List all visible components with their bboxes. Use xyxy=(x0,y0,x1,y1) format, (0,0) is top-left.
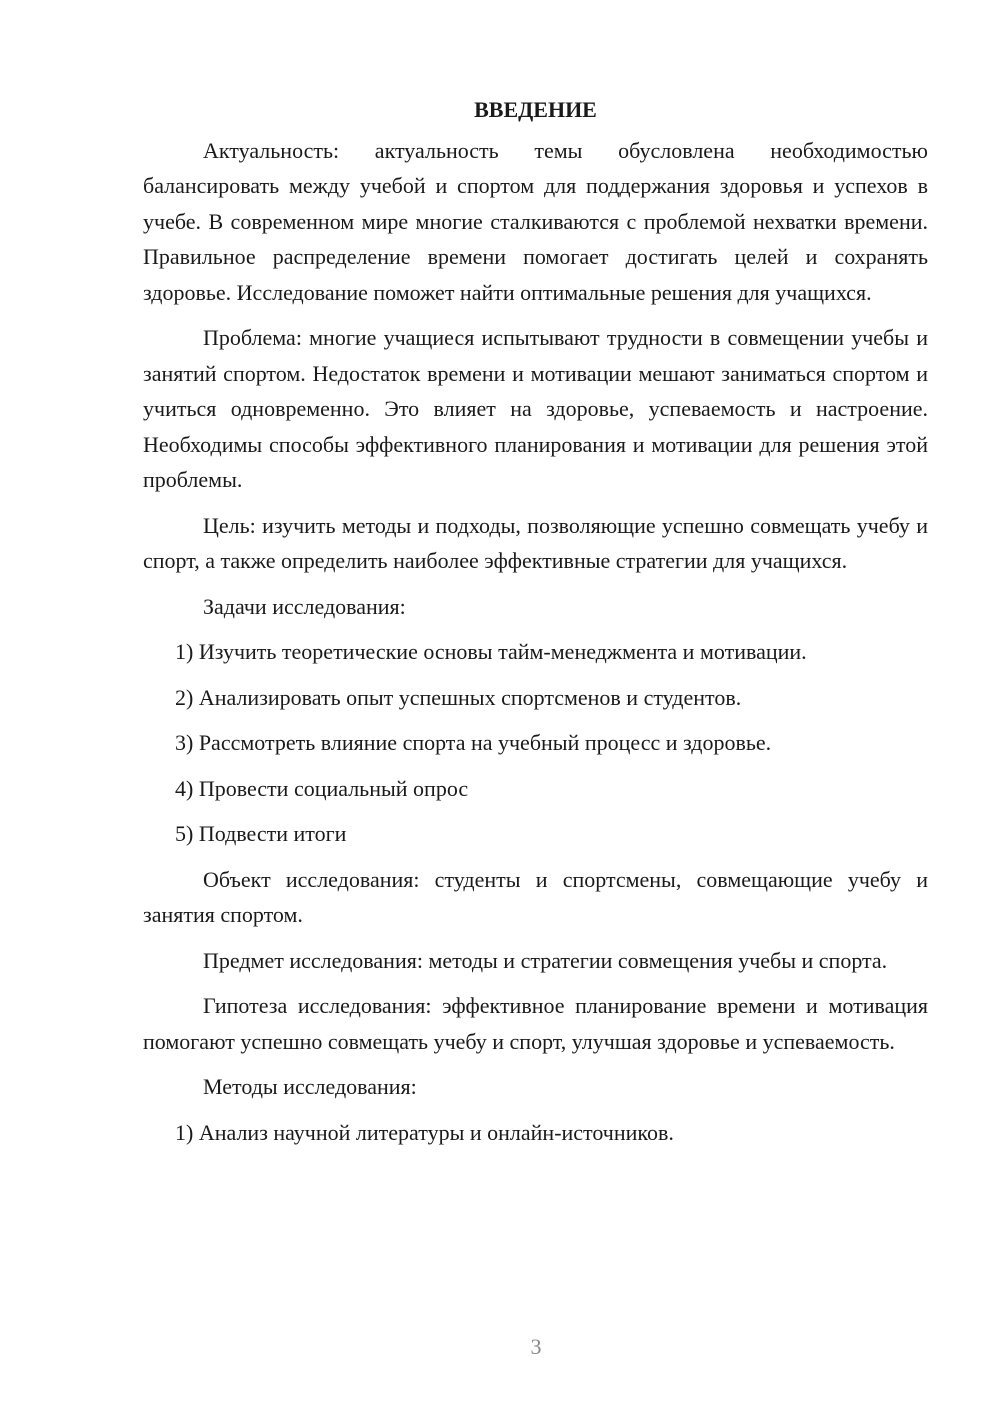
page-body xyxy=(143,92,928,1160)
problem-paragraph: Проблема: многие учащиеся испытывают трудности в совмещении учебы и занятий спортом. Недостаток времени и мотивации мешают заниматься спортом и учиться одновременно. Это влияет на здоровье, успеваемость и настроение. Необходимы способы эффективного планирования и мотивации для решения этой проблемы. xyxy=(143,325,928,492)
task-item: 1) Изучить теоретические основы тайм-менеджмента и мотивации. xyxy=(175,639,807,664)
subject-paragraph: Предмет исследования: методы и стратегии совмещения учебы и спорта. xyxy=(203,947,888,973)
methods-heading: Методы исследования: xyxy=(203,1074,417,1099)
hypothesis-paragraph: Гипотеза исследования: эффективное планирование времени и мотивация помогают успешно совмещать учебу и спорт, улучшая здоровье и успеваемость. xyxy=(143,993,928,1054)
goal-paragraph: Цель: изучить методы и подходы, позволяющие успешно совмещать учебу и спорт, а также определить наиболее эффективные стратегии для учащихся. xyxy=(143,512,928,573)
relevance-paragraph: Актуальность: актуальность темы обусловлена необходимостью балансировать между учебой и спортом для поддержания здоровья и успехов в учебе. В современном мире многие сталкиваются с проблемой нехватки времени. Правильное распределение времени помогает достигать целей и сохранять здоровье. Исследование поможет найти оптимальные решения для учащихся. xyxy=(143,137,928,305)
tasks-heading: Задачи исследования: xyxy=(203,593,406,619)
page-number: 3 xyxy=(530,1334,542,1359)
task-item: 3) Рассмотреть влияние спорта на учебный процесс и здоровье. xyxy=(175,730,772,755)
task-item: 5) Подвести итоги xyxy=(175,821,347,846)
object-paragraph: Объект исследования: студенты и спортсмены, совмещающие учебу и занятия спортом. xyxy=(143,866,928,927)
method-item: 1) Анализ научной литературы и онлайн-источников. xyxy=(175,1119,674,1145)
task-item: 4) Провести социальный опрос xyxy=(175,775,469,801)
task-item: 2) Анализировать опыт успешных спортсменов и студентов. xyxy=(175,684,742,710)
page-title: ВВЕДЕНИЕ xyxy=(474,97,597,122)
